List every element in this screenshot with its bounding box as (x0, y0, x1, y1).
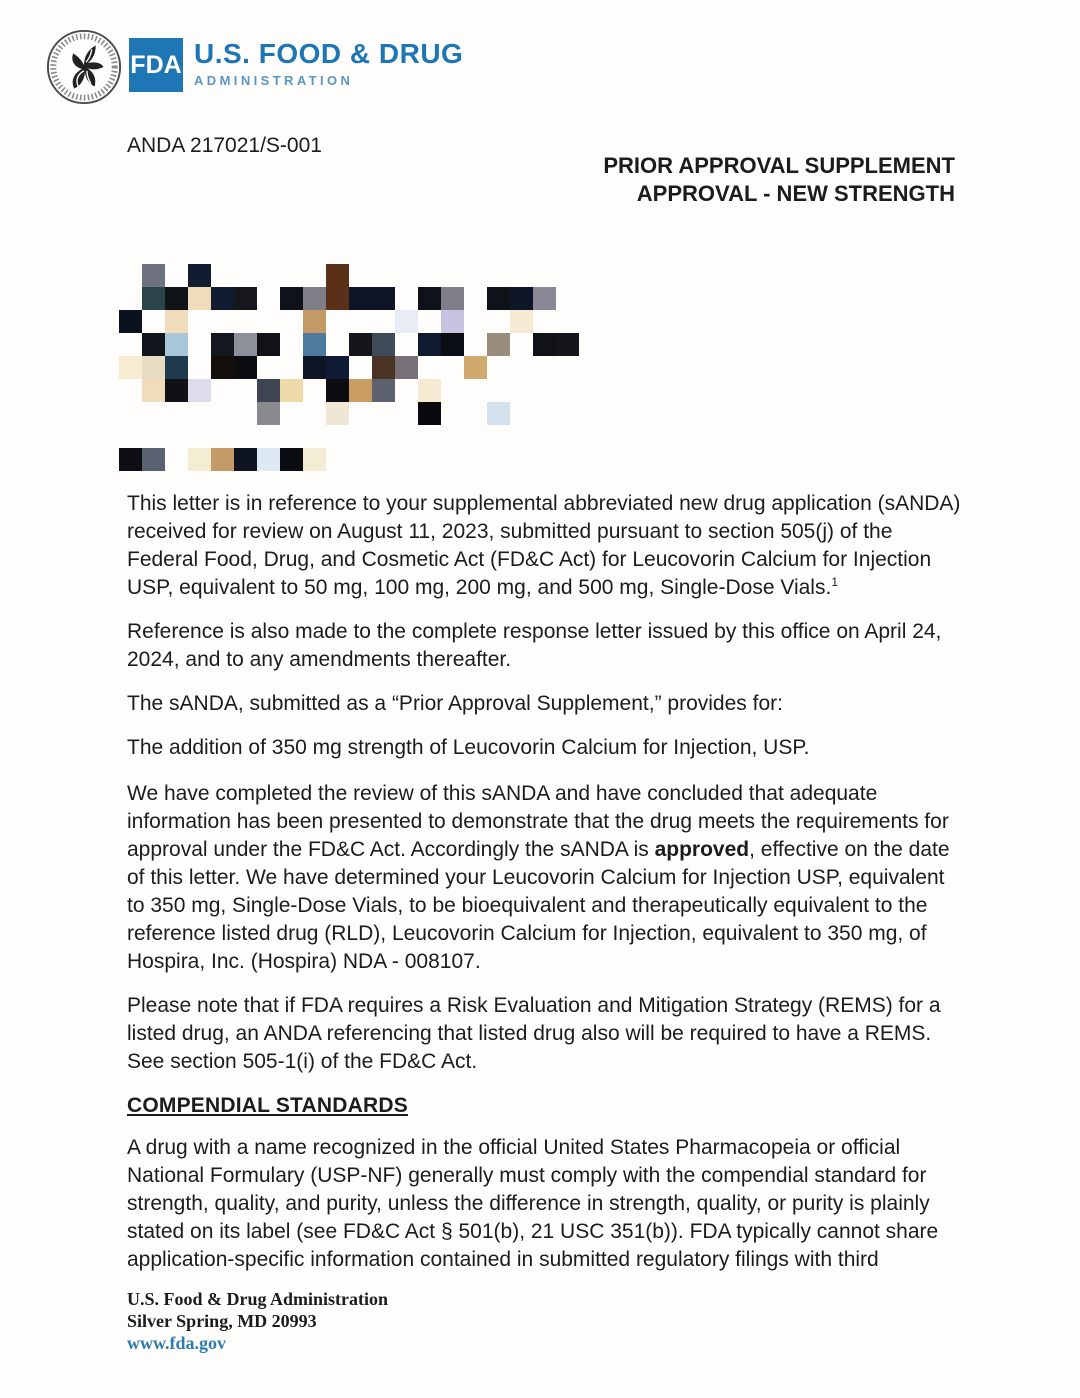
paragraph-response-letter: Reference is also made to the complete response letter issued by this office on April 24, 2024, and to any amendments thereafter. (127, 620, 942, 671)
mosaic-cell (326, 356, 349, 379)
mosaic-cell (257, 264, 280, 287)
mosaic-cell (119, 287, 142, 310)
mosaic-cell (303, 264, 326, 287)
mosaic-cell (234, 448, 257, 471)
mosaic-cell (372, 356, 395, 379)
paragraph-reference-text: This letter is in reference to your supplemental abbreviated new drug application (sANDA) received for review on August 11, 2023, submitted pursuant to section 505(j) of the Federal Food, Drug, and Cosmetic Act (FD&C Act) for Leucovorin Calcium for Injection USP, equivalent to 50 mg, 100 mg, 200 mg, and 500 mg, Single-Dose Vials. (127, 492, 961, 599)
mosaic-cell (326, 287, 349, 310)
mosaic-cell (533, 333, 556, 356)
paragraph-reference (127, 490, 963, 602)
mosaic-cell (487, 333, 510, 356)
mosaic-cell (441, 333, 464, 356)
mosaic-cell (556, 264, 579, 287)
mosaic-cell (303, 402, 326, 425)
mosaic-cell (303, 448, 326, 471)
paragraph-approval (127, 780, 963, 976)
letter-title-line2: APPROVAL - NEW STRENGTH (636, 181, 955, 206)
mosaic-cell (395, 402, 418, 425)
mosaic-cell (556, 333, 579, 356)
mosaic-cell (418, 425, 441, 448)
mosaic-cell (119, 356, 142, 379)
mosaic-cell (441, 379, 464, 402)
fda-wordmark-line1: U.S. FOOD & DRUG (194, 38, 464, 69)
mosaic-cell (418, 333, 441, 356)
mosaic-cell (533, 310, 556, 333)
mosaic-row (119, 356, 955, 379)
mosaic-cell (165, 425, 188, 448)
mosaic-cell (372, 310, 395, 333)
mosaic-cell (349, 333, 372, 356)
mosaic-cell (211, 310, 234, 333)
fda-gov-link[interactable]: www.fda.gov (127, 1333, 227, 1353)
mosaic-cell (119, 402, 142, 425)
mosaic-cell (211, 379, 234, 402)
mosaic-cell (349, 448, 372, 471)
mosaic-cell (556, 287, 579, 310)
mosaic-row (119, 287, 955, 310)
fda-logo (129, 38, 463, 92)
paragraph-approval-pre: We have completed the review of this sANDA and have concluded that adequate information has been presented to demonstrate that the drug meets the requirements for approval under the FD&C Act. Accordingly the sANDA is (127, 782, 949, 861)
mosaic-cell (533, 425, 556, 448)
mosaic-cell (234, 264, 257, 287)
mosaic-cell (487, 402, 510, 425)
mosaic-cell (487, 425, 510, 448)
paragraph-approval-post: , effective on the date of this letter. We have determined your Leucovorin Calcium for Injection USP, equivalent to 350 mg, Single-Dose Vials, to be bioequivalent and therapeutically equivalent to the reference listed drug (RLD), Leucovorin Calcium for Injection, equivalent to 350 mg, of Hospira, Inc. (Hospira) NDA - 008107. (127, 838, 950, 973)
mosaic-cell (211, 425, 234, 448)
mosaic-cell (349, 287, 372, 310)
mosaic-cell (441, 356, 464, 379)
mosaic-cell (418, 402, 441, 425)
mosaic-cell (211, 287, 234, 310)
mosaic-cell (349, 264, 372, 287)
mosaic-cell (165, 333, 188, 356)
hhs-seal-icon (45, 28, 123, 106)
paragraph-provides-for: The sANDA, submitted as a “Prior Approval Supplement,” provides for: (127, 692, 783, 715)
mosaic-cell (257, 402, 280, 425)
fda-wordmark (194, 38, 463, 92)
mosaic-row (119, 402, 955, 425)
mosaic-cell (280, 264, 303, 287)
mosaic-cell (556, 402, 579, 425)
page-footer (127, 1288, 955, 1354)
mosaic-cell (257, 379, 280, 402)
mosaic-cell (349, 310, 372, 333)
mosaic-cell (142, 379, 165, 402)
paragraph-compendial: A drug with a name recognized in the official United States Pharmacopeia or official National Formulary (USP-NF) generally must comply with the compendial standard for strength, quality, and purity, unless the difference in strength, quality, or purity is plainly stated on its label (see FD&C Act § 501(b), 21 USC 351(b)). FDA typically cannot share application-specific information contained in submitted regulatory filings with third (127, 1136, 939, 1271)
letter-title-line1: PRIOR APPROVAL SUPPLEMENT (603, 153, 955, 178)
mosaic-cell (372, 264, 395, 287)
mosaic-cell (395, 379, 418, 402)
mosaic-cell (418, 310, 441, 333)
mosaic-cell (326, 402, 349, 425)
mosaic-cell (165, 287, 188, 310)
mosaic-cell (257, 425, 280, 448)
mosaic-cell (119, 264, 142, 287)
mosaic-cell (188, 425, 211, 448)
mosaic-cell (464, 287, 487, 310)
mosaic-cell (165, 379, 188, 402)
mosaic-cell (510, 448, 533, 471)
mosaic-cell (487, 356, 510, 379)
mosaic-cell (441, 310, 464, 333)
mosaic-cell (556, 379, 579, 402)
mosaic-cell (395, 333, 418, 356)
mosaic-cell (533, 264, 556, 287)
mosaic-cell (234, 379, 257, 402)
mosaic-cell (257, 356, 280, 379)
mosaic-cell (372, 333, 395, 356)
mosaic-cell (165, 402, 188, 425)
mosaic-cell (464, 425, 487, 448)
mosaic-cell (142, 287, 165, 310)
mosaic-cell (142, 356, 165, 379)
mosaic-cell (372, 425, 395, 448)
mosaic-cell (257, 333, 280, 356)
mosaic-cell (418, 287, 441, 310)
mosaic-cell (464, 448, 487, 471)
paragraph-addition-strength: The addition of 350 mg strength of Leucovorin Calcium for Injection, USP. (127, 736, 810, 759)
mosaic-row (119, 448, 955, 471)
mosaic-cell (533, 356, 556, 379)
mosaic-cell (188, 402, 211, 425)
mosaic-cell (441, 425, 464, 448)
mosaic-cell (349, 379, 372, 402)
mosaic-cell (280, 425, 303, 448)
mosaic-cell (510, 310, 533, 333)
mosaic-cell (119, 310, 142, 333)
footer-agency-name: U.S. Food & Drug Administration (127, 1289, 389, 1309)
mosaic-cell (372, 448, 395, 471)
mosaic-cell (487, 310, 510, 333)
mosaic-cell (533, 379, 556, 402)
mosaic-cell (372, 402, 395, 425)
mosaic-cell (280, 379, 303, 402)
mosaic-cell (211, 333, 234, 356)
fda-logo-square (129, 38, 183, 92)
mosaic-cell (142, 448, 165, 471)
mosaic-cell (487, 287, 510, 310)
mosaic-cell (280, 287, 303, 310)
mosaic-cell (349, 425, 372, 448)
mosaic-cell (510, 425, 533, 448)
mosaic-cell (165, 264, 188, 287)
mosaic-row (119, 310, 955, 333)
mosaic-cell (441, 448, 464, 471)
redacted-address-block (119, 264, 955, 471)
footnote-marker: 1 (831, 575, 838, 589)
mosaic-cell (303, 310, 326, 333)
mosaic-cell (142, 333, 165, 356)
mosaic-cell (326, 310, 349, 333)
mosaic-cell (510, 402, 533, 425)
mosaic-cell (372, 379, 395, 402)
mosaic-cell (349, 356, 372, 379)
mosaic-cell (556, 310, 579, 333)
mosaic-cell (487, 264, 510, 287)
mosaic-cell (280, 333, 303, 356)
mosaic-cell (326, 333, 349, 356)
mosaic-cell (188, 287, 211, 310)
mosaic-cell (395, 448, 418, 471)
mosaic-cell (441, 402, 464, 425)
section-heading-compendial-standards: COMPENDIAL STANDARDS (127, 1094, 408, 1117)
mosaic-cell (326, 448, 349, 471)
mosaic-cell (395, 310, 418, 333)
mosaic-cell (326, 264, 349, 287)
mosaic-cell (188, 310, 211, 333)
fda-wordmark-line2: ADMINISTRATION (194, 73, 354, 88)
mosaic-cell (188, 264, 211, 287)
mosaic-cell (326, 379, 349, 402)
footer-address: Silver Spring, MD 20993 (127, 1311, 317, 1331)
mosaic-row (119, 333, 955, 356)
mosaic-cell (464, 379, 487, 402)
mosaic-cell (418, 264, 441, 287)
mosaic-cell (165, 310, 188, 333)
mosaic-cell (349, 402, 372, 425)
mosaic-row (119, 425, 955, 448)
mosaic-cell (234, 402, 257, 425)
mosaic-cell (510, 264, 533, 287)
approved-word: approved (654, 838, 750, 861)
mosaic-cell (234, 425, 257, 448)
mosaic-cell (418, 379, 441, 402)
mosaic-cell (464, 356, 487, 379)
mosaic-cell (395, 425, 418, 448)
mosaic-cell (395, 287, 418, 310)
mosaic-cell (211, 356, 234, 379)
mosaic-cell (234, 356, 257, 379)
mosaic-cell (533, 287, 556, 310)
mosaic-cell (188, 379, 211, 402)
mosaic-cell (188, 333, 211, 356)
mosaic-cell (142, 264, 165, 287)
header-logo-row (45, 28, 955, 112)
mosaic-cell (303, 425, 326, 448)
mosaic-cell (303, 287, 326, 310)
mosaic-cell (188, 356, 211, 379)
mosaic-cell (142, 425, 165, 448)
mosaic-cell (395, 356, 418, 379)
mosaic-cell (257, 448, 280, 471)
mosaic-cell (280, 402, 303, 425)
mosaic-cell (280, 310, 303, 333)
mosaic-cell (464, 310, 487, 333)
mosaic-cell (372, 287, 395, 310)
mosaic-cell (234, 287, 257, 310)
mosaic-cell (142, 402, 165, 425)
mosaic-cell (211, 402, 234, 425)
mosaic-cell (234, 333, 257, 356)
mosaic-cell (326, 425, 349, 448)
mosaic-cell (165, 356, 188, 379)
fda-acronym: FDA (130, 50, 182, 79)
mosaic-cell (165, 448, 188, 471)
mosaic-cell (533, 402, 556, 425)
mosaic-cell (395, 264, 418, 287)
mosaic-cell (119, 333, 142, 356)
mosaic-row (119, 379, 955, 402)
mosaic-cell (510, 287, 533, 310)
mosaic-cell (556, 356, 579, 379)
mosaic-cell (464, 333, 487, 356)
paragraph-rems: Please note that if FDA requires a Risk Evaluation and Mitigation Strategy (REMS) for a listed drug, an ANDA referencing that listed drug also will be required to have a REMS. See section 505-1(i) of the FD&C Act. (127, 994, 941, 1073)
mosaic-cell (510, 333, 533, 356)
mosaic-cell (303, 356, 326, 379)
mosaic-cell (257, 310, 280, 333)
mosaic-cell (280, 448, 303, 471)
mosaic-cell (441, 287, 464, 310)
mosaic-cell (211, 264, 234, 287)
mosaic-cell (119, 448, 142, 471)
mosaic-cell (142, 310, 165, 333)
mosaic-cell (234, 310, 257, 333)
mosaic-cell (211, 448, 234, 471)
mosaic-row (119, 264, 955, 287)
mosaic-cell (510, 379, 533, 402)
mosaic-cell (533, 448, 556, 471)
mosaic-cell (303, 379, 326, 402)
mosaic-cell (119, 425, 142, 448)
mosaic-cell (487, 379, 510, 402)
mosaic-cell (418, 448, 441, 471)
mosaic-cell (556, 448, 579, 471)
mosaic-cell (556, 425, 579, 448)
mosaic-cell (418, 356, 441, 379)
mosaic-cell (119, 379, 142, 402)
mosaic-cell (464, 402, 487, 425)
mosaic-cell (441, 264, 464, 287)
mosaic-cell (188, 448, 211, 471)
mosaic-cell (280, 356, 303, 379)
mosaic-cell (257, 287, 280, 310)
mosaic-cell (303, 333, 326, 356)
mosaic-cell (510, 356, 533, 379)
letter-title (127, 152, 955, 208)
mosaic-cell (464, 264, 487, 287)
anda-number: ANDA 217021/S-001 (127, 134, 322, 157)
mosaic-cell (487, 448, 510, 471)
